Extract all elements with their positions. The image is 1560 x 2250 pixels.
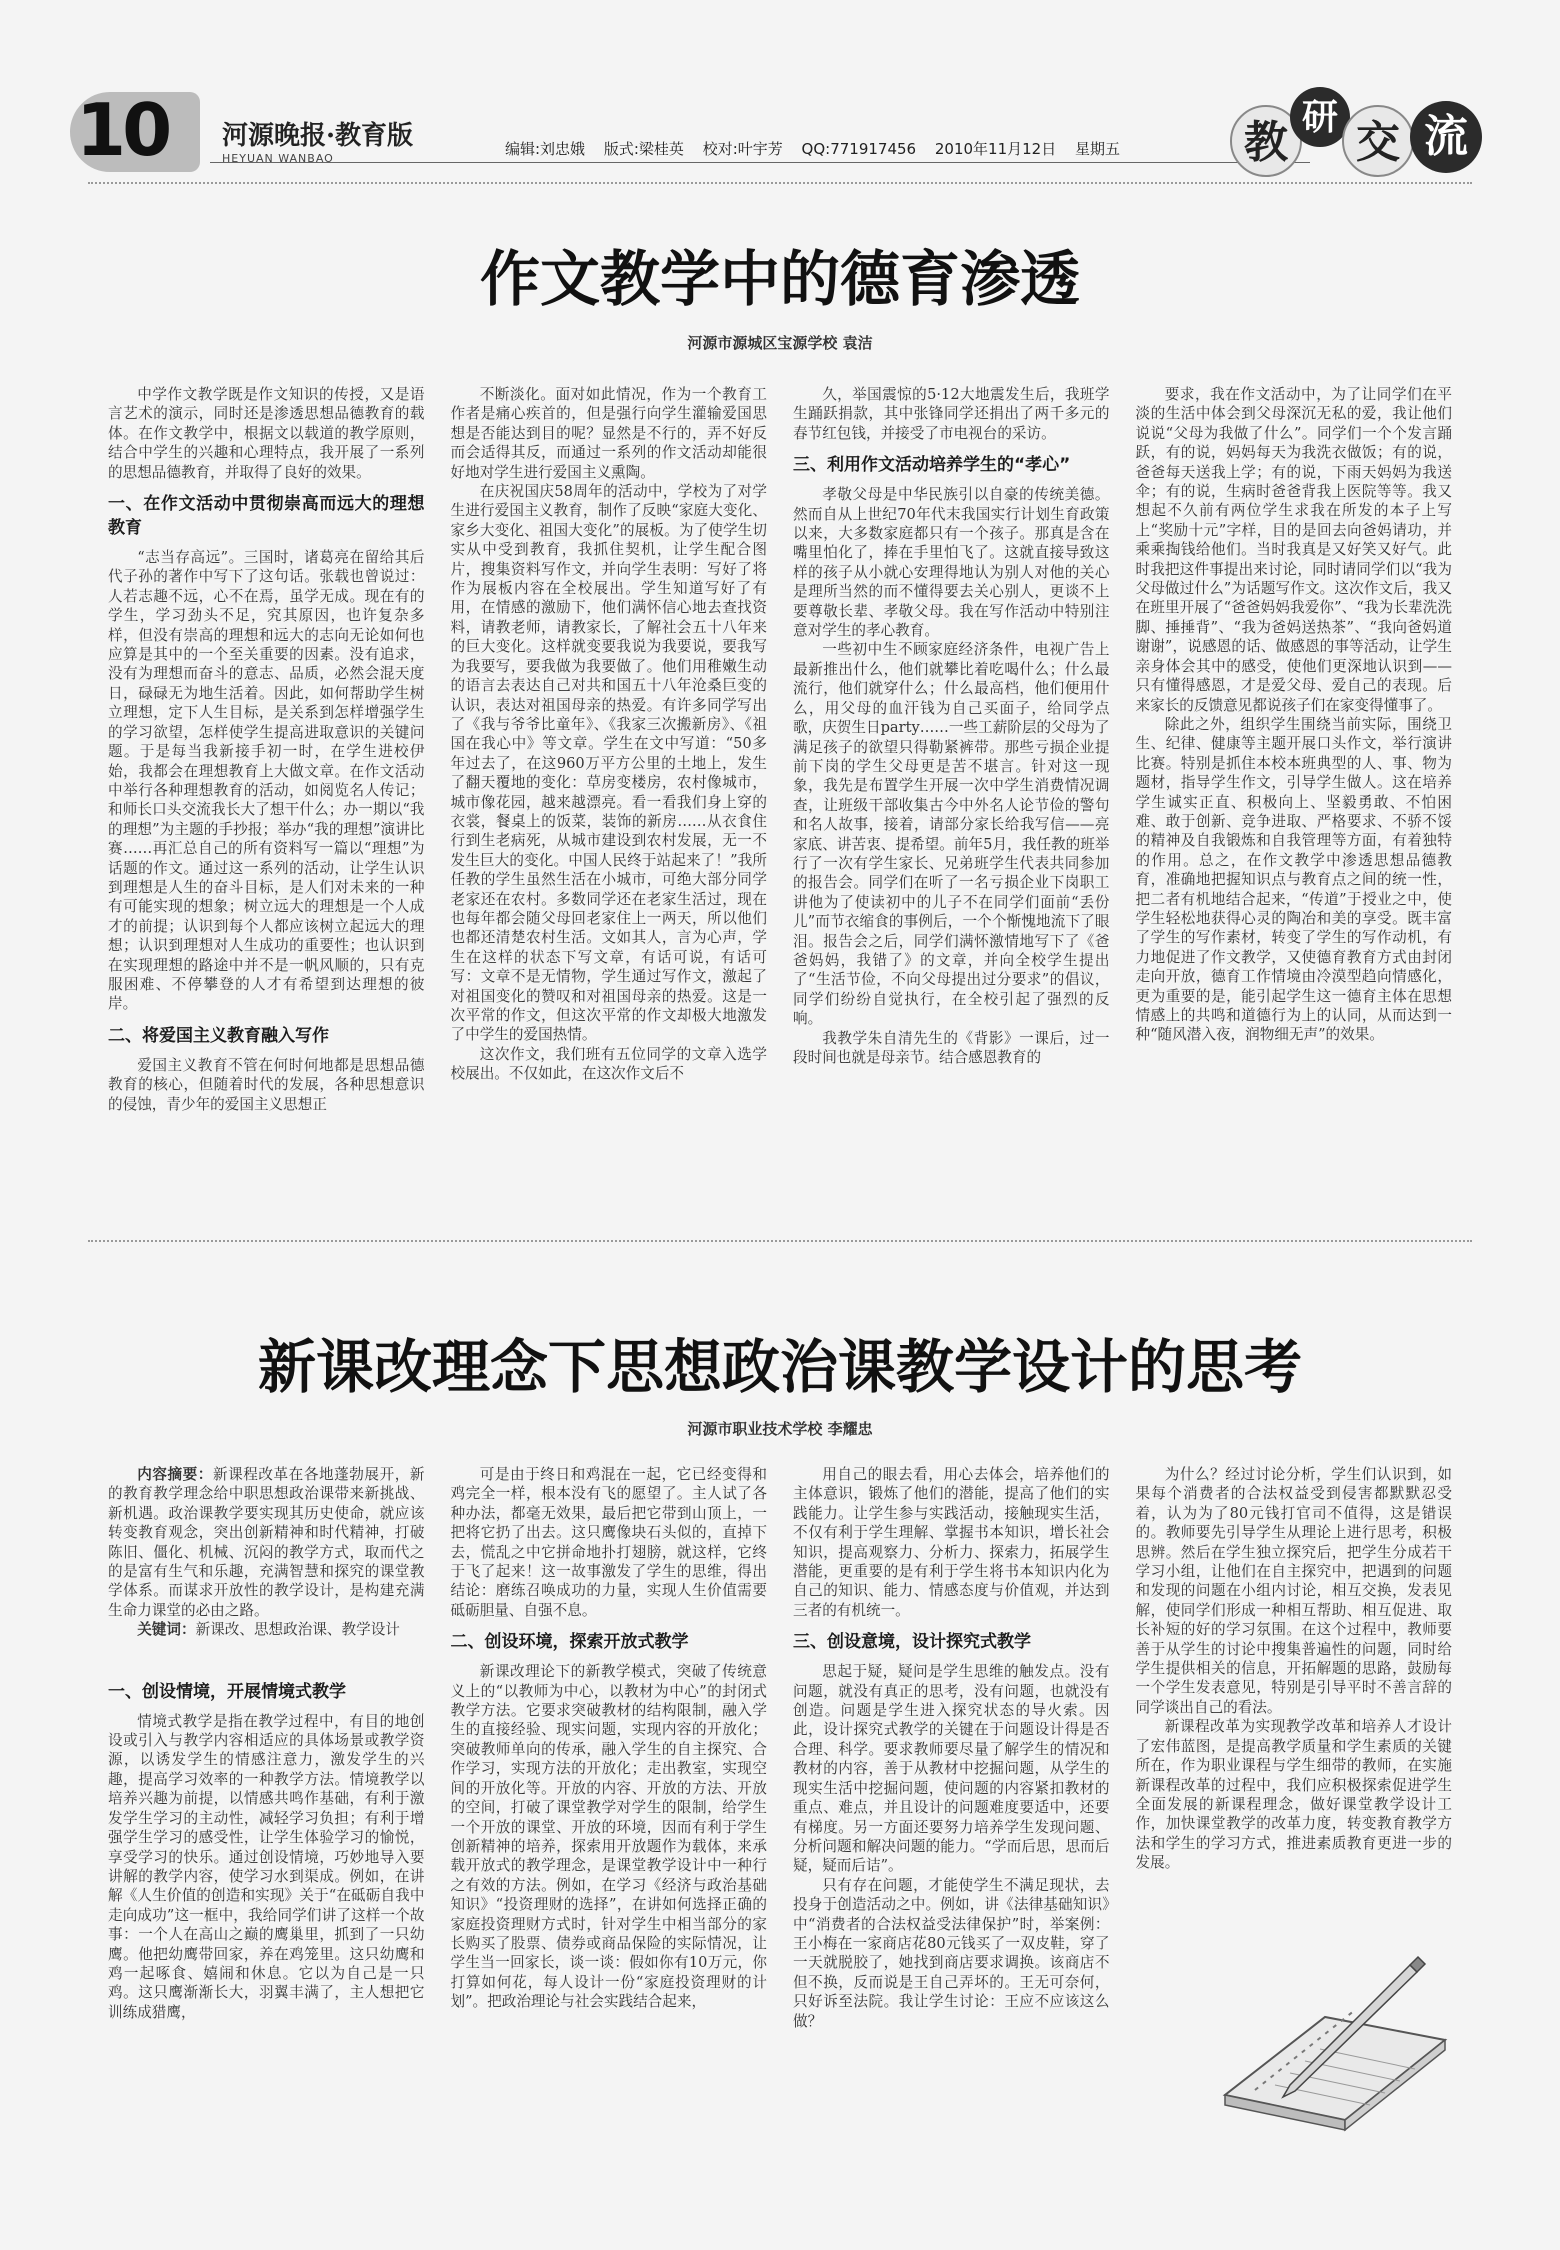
designer-credit: 版式:梁桂英 [603, 140, 684, 158]
paper-logo [222, 115, 413, 165]
section-char-3: 交 [1342, 105, 1414, 177]
paper-sub: HEYUAN WANBAO [222, 152, 334, 165]
notebook-illustration [1195, 1945, 1465, 2135]
article1-column [451, 385, 768, 1225]
middle-divider [88, 1240, 1472, 1242]
article2-column [108, 1465, 425, 2210]
paragraph: 爱国主义教育不管在何时何地都是思想品德教育的核心，但随着时代的发展，各种思想意识的侵蚀，青少年的爱国主义思想正 [108, 1056, 425, 1113]
section-heading: 三、利用作文活动培养学生的“孝心” [793, 455, 1071, 476]
keywords-label: 关键词： [137, 1621, 196, 1639]
article2-column [793, 1465, 1110, 2210]
article1-column [108, 385, 425, 1225]
section-char-4: 流 [1410, 101, 1482, 173]
paragraph: 孝敬父母是中华民族引以自豪的传统美德。然而自从上世纪70年代末我国实行计划生育政策以来，大多数家庭都只有一个孩子。那真是含在嘴里怕化了，捧在手里怕飞了。这就直接导致这样的孩子从小就心安理得地认为别人对他的关心是理所当然的而不懂得要去关心别人，更谈不上要尊敬长辈、孝敬父母。我在写作活动中特别注意对学生的孝心教育。 [793, 486, 1110, 640]
paragraph: 中学作文教学既是作文知识的传授，又是语言艺术的演示，同时还是渗透思想品德教育的载体。在作文教学中，根据文以载道的教学原则，结合中学生的兴趣和心理特点，我开展了一系列的思想品德教育，并取得了良好的效果。 [108, 386, 425, 481]
abstract-text: 新课程改革在各地蓬勃展开，新的教育教学理念给中职思想政治课带来新挑战、新机遇。政治课教学要实现其历史使命，就应该转变教育观念，突出创新精神和时代精神，打破陈旧、僵化、机械、沉闷的教学方式，取而代之的是富有生气和乐趣，充满智慧和探究的课堂教学体系。而谋求开放性的教学设计，是构建充满生命力课堂的必由之路。 [108, 1466, 425, 1619]
top-divider [88, 182, 1472, 184]
section-heading: 二、创设环境，探索开放式教学 [450, 1632, 689, 1653]
issue-date: 2010年11月12日 [934, 140, 1057, 158]
section-badge [1230, 95, 1490, 175]
article1-column [1136, 385, 1453, 1225]
paragraph: 情境式教学是指在教学过程中，有目的地创设或引入与教学内容相适应的具体场景或教学资源，以诱发学生的情感注意力，激发学生的兴趣，提高学习效率的一种教学方法。情境教学以培养兴趣为前提，以情感共鸣作基础，有利于激发学生学习的主动性，减轻学习负担；有利于增强学生学习的感受性，让学生体验学习的愉悦，享受学习的快乐。通过创设情境，巧妙地导入要讲解的教学内容，使学习水到渠成。例如，在讲解《人生价值的创造和实现》关于“在砥砺自我中走向成功”这一框中，我给同学们讲了这样一个故事：一个人在高山之巅的鹰巢里，抓到了一只幼鹰。他把幼鹰带回家，养在鸡笼里。这只幼鹰和鸡一起啄食、嬉闹和休息。它以为自己是一只鸡。这只鹰渐渐长大，羽翼丰满了，主人想把它训练成猎鹰， [108, 1712, 425, 2021]
paragraph: 可是由于终日和鸡混在一起，它已经变得和鸡完全一样，根本没有飞的愿望了。主人试了各种办法，都毫无效果，最后把它带到山顶上，一把将它扔了出去。这只鹰像块石头似的，直掉下去，慌乱之中它拼命地扑打翅膀，就这样，它终于飞了起来！这一故事激发了学生的思维，得出结论：磨练召唤成功的力量，实现人生价值需要砥砺胆量、自强不息。 [450, 1466, 767, 1619]
section-heading: 二、将爱国主义教育融入写作 [108, 1025, 329, 1046]
paragraph: 除此之外，组织学生围绕当前实际，围绕卫生、纪律、健康等主题开展口头作文，举行演讲比赛。特别是抓住本校本班典型的人、事、物为题材，指导学生作文，引导学生做人。这在培养学生诚实正直、积极向上、坚毅勇敢、不怕困难、敢于创新、竞争进取、严格要求、不骄不馁的精神及自我锻炼和自我管理等方面，有着独特的作用。总之，在作文教学中渗透思想品德教育，准确地把握知识点与教育点之间的统一性，把二者有机地结合起来，“传道”于授业之中，使学生轻松地获得心灵的陶冶和美的享受。既丰富了学生的写作素材，转变了学生的写作动机，有力地促进了作文教学，又使德育教育方式由封闭走向开放，德育工作情境由冷漠型趋向情感化，更为重要的是，能引起学生这一德育主体在思想情感上的共鸣和道德行为上的认同，从而达到一种“随风潜入夜，润物细无声”的效果。 [1135, 715, 1452, 1044]
article2-byline: 河源市职业技术学校 李耀忠 [687, 1420, 873, 1438]
article1-title: 作文教学中的德育渗透 [480, 245, 1080, 315]
abstract [108, 1465, 425, 1620]
editor-credit: 编辑:刘忠娥 [505, 140, 586, 158]
article1-column [793, 385, 1110, 1225]
qq-contact: QQ:771917456 [801, 140, 917, 158]
section-heading: 三、创设意境，设计探究式教学 [793, 1632, 1031, 1653]
keywords-text: 新课改、思想政治课、教学设计 [195, 1621, 400, 1639]
section-char-2: 研 [1290, 87, 1350, 147]
masthead-rule [210, 162, 1310, 163]
paragraph: 要求，我在作文活动中，为了让同学们在平淡的生活中体会到父母深沉无私的爱，我让他们说说“父母为我做了什么”。同学们一个个发言踊跃，有的说，妈妈每天为我洗衣做饭；有的说，爸爸每天送我上学；有的说，下雨天妈妈为我送伞；有的说，生病时爸爸背我上医院等等。我又想起不久前有两位学生求我在所发的本子上写上“奖励十元”字样，目的是回去向爸妈请功，并乘乘掏钱给他们。当时我真是又好笑又好气。此时我把这件事提出来讨论，同时请同学们以“我为父母做过什么”为话题写作文。这次作文后，我又在班里开展了“爸爸妈妈我爱你”、“我为长辈洗洗脚、捶捶背”、“我为爸妈送热茶”、“我向爸妈道谢谢”，说感恩的话、做感恩的事等活动，让学生亲身体会其中的感受，使他们更深地认识到——只有懂得感恩，才是爱父母、爱自己的表现。后来家长的反馈意见都说孩子们在家变得懂事了。 [1135, 386, 1452, 714]
proofreader-credit: 校对:叶宇芳 [702, 140, 783, 158]
paragraph: 一些初中生不顾家庭经济条件，电视广告上最新推出什么，他们就攀比着吃喝什么；什么最流行，他们就穿什么；什么最高档，他们便用什么，用父母的血汗钱为自己买面子，给同学点歌，庆贺生日party……一些工薪阶层的父母为了满足孩子的欲望只得勒紧裤带。那些亏损企业提前下岗的学生父母更是苦不堪言。针对这一现象，我先是布置学生开展一次中学生消费情况调查，让班级干部收集古今中外名人论节俭的警句和名人故事，接着，请部分家长给我写信——亮家底、讲苦衷、提希望。前年5月，我任教的班举行了一次有学生家长、兄弟班学生代表共同参加的报告会。同学们在听了一名亏损企业下岗职工讲他为了使读初中的儿子不在同学们面前“丢份儿”而节衣缩食的事例后，一个个惭愧地流下了眼泪。报告会之后，同学们满怀激情地写下了《爸爸妈妈，我错了》的文章，并向全校学生提出了“生活节俭，不向父母提出过分要求”的倡议，同学们纷纷自觉执行，在全校引起了强烈的反响。 [793, 641, 1110, 1028]
page-number: 10 [76, 88, 169, 172]
article2-column [451, 1465, 768, 2210]
section-char-1: 教 [1230, 105, 1302, 177]
article1-byline: 河源市源城区宝源学校 袁洁 [687, 334, 873, 352]
article2-title: 新课改理念下思想政治课教学设计的思考 [257, 1333, 1302, 1401]
issue-weekday: 星期五 [1075, 140, 1121, 158]
paragraph: 新课改理论下的新教学模式，突破了传统意义上的“以教师为中心，以教材为中心”的封闭式教学方法。它要求突破教材的结构限制，融入学生的直接经验、现实问题，实现内容的开放化；突破教师单向的传承，融入学生的自主探究、合作学习，实现方法的开放化；走出教室，实现空间的开放化等。开放的内容、开放的方法、开放的空间，打破了课堂教学对学生的限制，给学生一个开放的课堂、开放的环境，因而有利于学生创新精神的培养，探索用开放题作为载体，来承载开放式的教学理念，是课堂教学设计中一种行之有效的方法。例如，在学习《经济与政治基础知识》“投资理财的选择”，在讲如何选择正确的家庭投资理财方式时，针对学生中相当部分的家长购买了股票、债券或商品保险的实际情况，让学生当一回家长，谈一谈：假如你有10万元，你打算如何花，每人设计一份“家庭投资理财的计划”。把政治理论与社会实践结合起来， [450, 1663, 767, 2011]
keywords [108, 1620, 425, 1639]
page-number-badge [70, 88, 200, 172]
paragraph: 用自己的眼去看，用心去体会，培养他们的主体意识，锻炼了他们的潜能，提高了他们的实践能力。让学生参与实践活动，接触现实生活，不仅有利于学生理解、掌握书本知识，增长社会知识，提高观察力、分析力、探索力，拓展学生潜能，更重要的是有利于学生将书本知识内化为自己的知识、能力、情感态度与价值观，并达到三者的有机统一。 [793, 1466, 1110, 1619]
paragraph: 不断淡化。面对如此情况，作为一个教育工作者是痛心疾首的，但是强行向学生灌输爱国思想是否能达到目的呢？显然是不行的，弄不好反而会适得其反，而通过一系列的作文活动却能很好地对学生进行爱国主义熏陶。 [450, 386, 767, 481]
notebook-icon [1225, 2010, 1445, 2130]
section-heading: 一、创设情境，开展情境式教学 [108, 1681, 346, 1702]
paragraph: 在庆祝国庆58周年的活动中，学校为了对学生进行爱国主义教育，制作了反映“家庭大变化、家乡大变化、祖国大变化”的展板。为了使学生切实从中受到教育，我抓住契机，让学生配合图片，搜集资料写作文，并向学生表明：写好了将作为展板内容在全校展出。学生知道写好了有用，在情感的激励下，他们满怀信心地去查找资料，请教老师，请教家长，了解社会五十八年来的巨大变化。这样就变要我说为我要说，要我写为我要写，要我做为我要做了。他们用稚嫩生动的语言去表达自己对共和国五十八年沧桑巨变的认识，表达对祖国母亲的热爱。有许多同学写出了《我与爷爷比童年》、《我家三次搬新房》、《祖国在我心中》等文章。学生在文中写道：“50多年过去了，在这960万平方公里的土地上，发生了翻天覆地的变化：草房变楼房，农村像城市，城市像花园，越来越漂亮。看一看我们身上穿的衣裳，餐桌上的饭菜，装饰的新房……从衣食住行到生老病死，从城市建设到农村发展，无一不发生巨大的变化。中国人民终于站起来了！”我所任教的学生虽然生活在小城市，可绝大部分同学老家还在农村。多数同学还在老家生活过，现在也每年都会随父母回老家住上一两天，所以他们也都还清楚农村生活。文如其人，言为心声，学生在这样的状态下写文章，有话可说，有话可写：文章不是无情物，学生通过写作文，激起了对祖国变化的赞叹和对祖国母亲的热爱。这是一次平常的作文，但这次平常的作文却极大地激发了中学生的爱国热情。 [450, 483, 767, 1044]
paragraph: 我教学朱自清先生的《背影》一课后，过一段时间也就是母亲节。结合感恩教育的 [793, 1029, 1110, 1066]
issue-meta [505, 138, 1132, 159]
paragraph: “志当存高远”。三国时，诸葛亮在留给其后代子孙的著作中写下了这句话。张载也曾说过：人若志趣不远，心不在焉，虽学无成。现在有的学生，学习劲头不足，究其原因，也许复杂多样，但没有崇高的理想和远大的志向无论如何也应算是其中的一个至关重要的因素。没有追求，没有为理想而奋斗的意志、品质，必然会混天度日，碌碌无为地生活着。因此，如何帮助学生树立理想，定下人生目标，是关系到怎样增强学生的学习欲望，怎样使学生提高进取意识的关键问题。于是每当我新接手初一时，在学生进校伊始，我都会在理想教育上大做文章。在作文活动中举行各种理想教育的活动，如阅览名人传记；和师长口头交流我长大了想干什么；办一期以“我的理想”为主题的手抄报；举办“我的理想”演讲比赛……再汇总自己的所有资料写一篇以“理想”为话题的作文。通过这一系列的活动，让学生认识到理想是人生的奋斗目标，是人们对未来的一种有可能实现的想象；树立远大的理想是一个人成才的前提；认识到每个人都应该树立起远大的理想；认识到理想对人生成功的重要性；也认识到在实现理想的路途中并不是一帆风顺的，只有克服困难、不停攀登的人才有希望到达理想的彼岸。 [108, 549, 425, 1013]
article1-body [108, 385, 1452, 1225]
paragraph: 久，举国震惊的5·12大地震发生后，我班学生踊跃捐款，其中张锋同学还捐出了两千多元的春节红包钱，并接受了市电视台的采访。 [793, 386, 1110, 442]
paragraph: 思起于疑，疑问是学生思维的触发点。没有问题，就没有真正的思考，没有问题，也就没有创造。问题是学生进入探究状态的导火索。因此，设计探究式教学的关键在于问题设计得是否合理、科学。要求教师要尽量了解学生的情况和教材的内容，善于从教材中挖掘问题，从学生的现实生活中挖掘问题，使问题的内容紧扣教材的重点、难点，并且设计的问题难度要适中，还要有梯度。另一方面还要努力培养学生发现问题、分析问题和解决问题的能力。“学而后思，思而后疑，疑而后诘”。 [793, 1663, 1110, 1875]
paragraph: 新课程改革为实现教学改革和培养人才设计了宏伟蓝图，是提高教学质量和学生素质的关键所在，作为职业课程与学生细带的教师，在实施新课程改革的过程中，我们应积极探索促进学生全面发展的新课程理念，做好课堂教学设计工作，加快课堂教学的改革力度，转变教育教学方法和学生的学习方式，推进素质教育更进一步的发展。 [1135, 1718, 1452, 1872]
paper-name: 河源晚报·教育版 [222, 121, 414, 151]
paragraph: 只有存在问题，才能使学生不满足现状，去投身于创造活动之中。例如，讲《法律基础知识》中“消费者的合法权益受法律保护”时，举案例：王小梅在一家商店花80元钱买了一双皮鞋，穿了一天就脱胶了，她找到商店要求调换。该商店不但不换，反而说是王自己弄坏的。王无可奈何，只好诉至法院。我让学生讨论：王应不应该这么做？ [793, 1876, 1110, 2030]
abstract-label: 内容摘要： [137, 1466, 213, 1483]
section-heading: 一、在作文活动中贯彻崇高而远大的理想教育 [108, 494, 425, 539]
paragraph: 为什么？经过讨论分析，学生们认识到，如果每个消费者的合法权益受到侵害都默默忍受着，认为为了80元钱打官司不值得，这是错误的。教师要先引导学生从理论上进行思考，积极思辨。然后在学生独立探究后，把学生分成若干学习小组，让他们在自主探究中，把遇到的问题和发现的问题在小组内讨论，相互交换，发表见解，使同学们形成一种相互帮助、相互促进、取长补短的好的学习氛围。在这个过程中，教师要善于从学生的讨论中搜集普遍性的问题，同时给学生提供相关的信息，开拓解题的思路，鼓励每一个学生发表意见，特别是引导平时不善言辞的同学谈出自己的看法。 [1135, 1466, 1452, 1716]
paragraph: 这次作文，我们班有五位同学的文章入选学校展出。不仅如此，在这次作文后不 [450, 1045, 767, 1083]
